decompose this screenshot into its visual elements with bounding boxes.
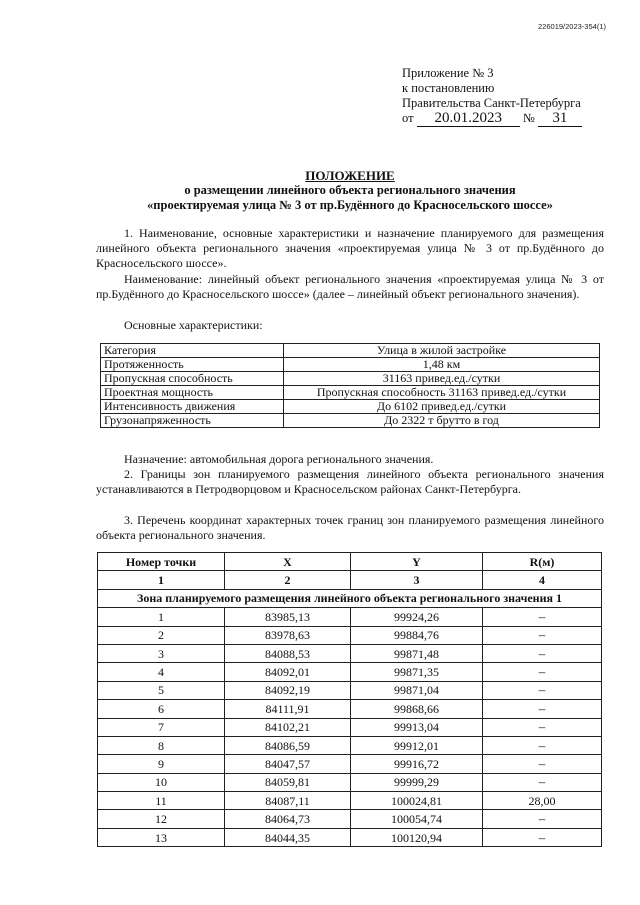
paragraph-2: Наименование: линейный объект регионального значения «проектируемая улица № 3 от пр.Будённого до Красносельского шоссе» (далее – линейный объект регионального значения). [96,272,604,301]
coordinate-row [98,663,602,681]
characteristic-label: Категория [101,344,284,358]
column-number: 2 [225,571,351,589]
title-line-2: о размещении линейного объекта регионального значения [184,183,516,197]
characteristics-table [100,343,600,428]
radius: – [483,773,602,791]
coord-x: 84111,91 [225,700,351,718]
appendix-line-3: Правительства Санкт-Петербурга [402,96,581,110]
characteristic-label: Проектная мощность [101,386,284,400]
coord-x: 84064,73 [225,810,351,828]
title-line-3: «проектируемая улица № 3 от пр.Будённого до Красносельского шоссе» [147,198,553,212]
document-title [96,168,604,213]
paragraph-1: 1. Наименование, основные характеристики и назначение планируемого для размещения линейного объекта регионального значения «проектируемая улица № 3 от пр.Будённого до Красносельского шоссе». [96,226,604,270]
column-numbers-row [98,571,602,589]
coord-y: 99868,66 [351,700,483,718]
header-y: Y [351,553,483,571]
point-number: 13 [98,828,225,846]
characteristic-row [101,414,600,428]
radius: – [483,700,602,718]
coord-x: 84059,81 [225,773,351,791]
coord-x: 84092,19 [225,681,351,699]
coordinate-row [98,755,602,773]
column-number: 1 [98,571,225,589]
coordinate-row [98,773,602,791]
radius: – [483,718,602,736]
radius: – [483,663,602,681]
radius: – [483,626,602,644]
coordinate-row [98,700,602,718]
coordinate-row [98,644,602,662]
coordinate-row [98,736,602,754]
radius: – [483,755,602,773]
coords-header-row [98,553,602,571]
coordinate-row [98,718,602,736]
paragraph-4: Назначение: автомобильная дорога регионального значения. [124,452,434,466]
radius: – [483,644,602,662]
point-number: 5 [98,681,225,699]
appendix-line-2: к постановлению [402,81,495,95]
point-number: 3 [98,644,225,662]
header-point-number: Номер точки [98,553,225,571]
characteristic-row [101,358,600,372]
characteristic-value: Пропускная способность 31163 привед.ед./сутки [284,386,600,400]
decree-date: 20.01.2023 [417,111,520,127]
characteristic-value: 31163 привед.ед./сутки [284,372,600,386]
point-number: 1 [98,608,225,626]
characteristic-value: 1,48 км [284,358,600,372]
appendix-date-line [402,111,582,127]
point-number: 7 [98,718,225,736]
point-number: 2 [98,626,225,644]
zone-title: Зона планируемого размещения линейного объекта регионального значения 1 [98,589,602,607]
appendix-line-1: Приложение № 3 [402,66,494,80]
radius: – [483,828,602,846]
coord-y: 99916,72 [351,755,483,773]
coord-x: 84047,57 [225,755,351,773]
coordinates-table [97,552,602,847]
document-id: 226019/2023-354(1) [538,22,606,31]
coord-y: 99871,04 [351,681,483,699]
coord-x: 84087,11 [225,792,351,810]
point-number: 10 [98,773,225,791]
coord-x: 83978,63 [225,626,351,644]
coord-y: 100024,81 [351,792,483,810]
characteristic-label: Грузонапряженность [101,414,284,428]
characteristic-value: До 6102 привед.ед./сутки [284,400,600,414]
characteristic-row [101,400,600,414]
characteristic-label: Протяженность [101,358,284,372]
decree-number: 31 [538,111,582,127]
coord-y: 99871,48 [351,644,483,662]
radius: – [483,810,602,828]
coordinate-row [98,810,602,828]
header-x: X [225,553,351,571]
coord-y: 99912,01 [351,736,483,754]
appendix-block [402,66,582,127]
paragraph-6: 3. Перечень координат характерных точек границ зон планируемого размещения линейного объекта регионального значения. [96,513,604,542]
characteristic-row [101,344,600,358]
characteristic-label: Пропускная способность [101,372,284,386]
characteristic-value: До 2322 т брутто в год [284,414,600,428]
radius: – [483,736,602,754]
characteristic-label: Интенсивность движения [101,400,284,414]
column-number: 4 [483,571,602,589]
column-number: 3 [351,571,483,589]
radius: 28,00 [483,792,602,810]
coord-y: 100120,94 [351,828,483,846]
paragraph-3: Основные характеристики: [124,318,263,332]
number-prefix: № [522,111,535,125]
point-number: 8 [98,736,225,754]
point-number: 12 [98,810,225,828]
point-number: 4 [98,663,225,681]
title-heading: ПОЛОЖЕНИЕ [305,168,395,183]
coord-y: 99924,26 [351,608,483,626]
characteristic-value: Улица в жилой застройке [284,344,600,358]
coordinate-row [98,828,602,846]
coord-x: 84102,21 [225,718,351,736]
coord-y: 99884,76 [351,626,483,644]
point-number: 9 [98,755,225,773]
coord-x: 83985,13 [225,608,351,626]
header-radius: R(м) [483,553,602,571]
coord-y: 100054,74 [351,810,483,828]
date-prefix: от [402,111,414,125]
coord-x: 84044,35 [225,828,351,846]
point-number: 11 [98,792,225,810]
point-number: 6 [98,700,225,718]
coordinate-row [98,626,602,644]
coordinate-row [98,681,602,699]
coord-x: 84086,59 [225,736,351,754]
coord-x: 84088,53 [225,644,351,662]
radius: – [483,681,602,699]
radius: – [483,608,602,626]
characteristic-row [101,372,600,386]
coord-y: 99871,35 [351,663,483,681]
coordinate-row [98,608,602,626]
coordinate-row [98,792,602,810]
coord-y: 99913,04 [351,718,483,736]
zone-title-row [98,589,602,607]
paragraph-5: 2. Границы зон планируемого размещения линейного объекта регионального значения устанавливаются в Петродворцовом и Красносельском районах Санкт-Петербурга. [96,467,604,496]
coord-y: 99999,29 [351,773,483,791]
characteristic-row [101,386,600,400]
coord-x: 84092,01 [225,663,351,681]
